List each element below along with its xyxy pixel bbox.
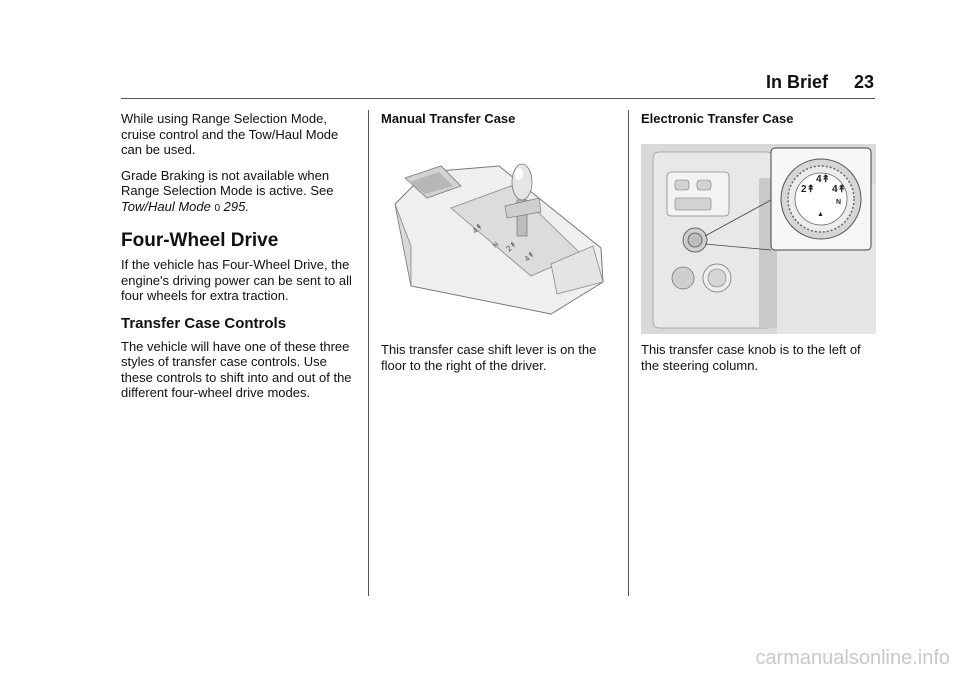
page-number: 23 [853, 72, 874, 92]
svg-text:4↟: 4↟ [832, 184, 846, 195]
svg-text:4↟: 4↟ [470, 221, 485, 236]
heading-four-wheel-drive: Four-Wheel Drive [121, 229, 279, 251]
column-1 [121, 111, 357, 411]
svg-text:N: N [836, 199, 842, 206]
heading-transfer-case-controls: Transfer Case Controls [121, 314, 287, 332]
header-rule [121, 98, 875, 99]
svg-text:4↟: 4↟ [816, 174, 830, 185]
manual-transfer-case-description: This transfer case shift lever is on the floor to the right of the driver. [381, 342, 597, 373]
page-header [766, 72, 874, 93]
column-divider-1 [368, 110, 369, 596]
grade-braking-text: Grade Braking is not available when Range Selection Mode is active. See [121, 167, 334, 199]
svg-text:N: N [491, 240, 501, 250]
paragraph-four-wheel-drive: If the vehicle has Four-Wheel Drive, the engine's driving power can be sent to all four wheels for extra traction. [121, 257, 352, 304]
manual-transfer-case-illustration [381, 136, 613, 336]
svg-text:2↟: 2↟ [504, 239, 519, 254]
electronic-transfer-case-illustration [641, 144, 876, 334]
column-3 [641, 111, 876, 127]
section-title: In Brief [765, 72, 828, 92]
page-ref-number[interactable]: 295 [223, 198, 246, 214]
svg-text:2↟: 2↟ [801, 184, 815, 195]
svg-text:4↟: 4↟ [522, 249, 537, 264]
watermark: carmanualsonline.info [755, 647, 950, 669]
paragraph-grade-braking: Grade Braking is not available when Range Selection Mode is active. See Tow/Haul Mode 0 295. [121, 167, 334, 214]
page-ref-icon: 0 [214, 202, 221, 214]
column-2 [381, 111, 613, 127]
svg-text:▲: ▲ [817, 211, 824, 218]
caption-manual-transfer-case: Manual Transfer Case [381, 111, 516, 126]
paragraph-range-selection: While using Range Selection Mode, cruise control and the Tow/Haul Mode can be used. [121, 111, 339, 158]
column-divider-2 [628, 110, 629, 596]
caption-electronic-transfer-case: Electronic Transfer Case [641, 111, 794, 126]
tow-haul-link[interactable]: Tow/Haul Mode [121, 198, 211, 214]
electronic-transfer-case-description: This transfer case knob is to the left of the steering column. [641, 342, 861, 373]
paragraph-transfer-case-controls: The vehicle will have one of these three styles of transfer case controls. Use these controls to shift into and out of the different four-wheel drive modes. [121, 338, 352, 401]
